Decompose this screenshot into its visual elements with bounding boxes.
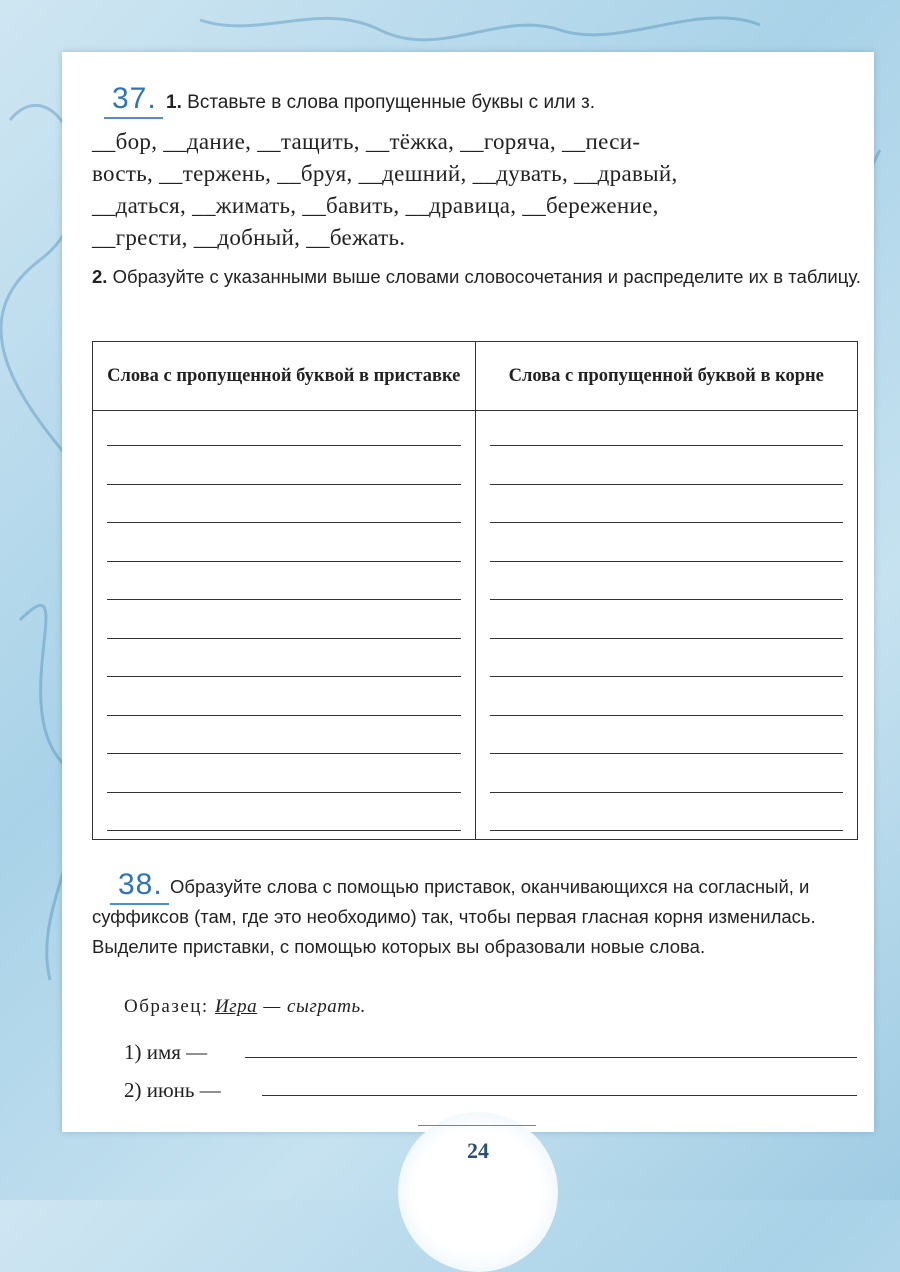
writing-line[interactable] (107, 484, 461, 485)
table-header-root: Слова с пропущенной буквой в корне (475, 342, 858, 411)
writing-line[interactable] (490, 676, 844, 677)
exercise-37-task2 (92, 262, 862, 292)
writing-line[interactable] (107, 561, 461, 562)
writing-line[interactable] (490, 599, 844, 600)
words-line: __грести, __добный, __бежать. (92, 225, 406, 250)
writing-line[interactable] (490, 715, 844, 716)
writing-line[interactable] (490, 830, 844, 831)
task2-label: 2. (92, 266, 108, 287)
words-line: __бор, __дание, __тащить, __тёжка, __горяча, __песи- (92, 129, 641, 154)
table-header-prefix: Слова с пропущенной буквой в приставке (93, 342, 476, 411)
sample-line (124, 996, 366, 1018)
writing-line[interactable] (490, 561, 844, 562)
writing-line[interactable] (107, 445, 461, 446)
page-number-rule (418, 1125, 536, 1126)
writing-line[interactable] (107, 715, 461, 716)
writing-line[interactable] (107, 522, 461, 523)
answer-line-1[interactable] (245, 1057, 857, 1058)
words-line: вость, __тержень, __бруя, __дешний, __дувать, __дравый, (92, 161, 678, 186)
words-with-gaps (92, 126, 860, 254)
writing-line[interactable] (107, 638, 461, 639)
page-number: 24 (467, 1138, 489, 1163)
answer-lines-right (476, 411, 858, 839)
exercise-38-number: 38. (118, 868, 163, 901)
answer-item-2: 2) июнь — (124, 1078, 221, 1102)
writing-line[interactable] (490, 792, 844, 793)
answer-table (92, 341, 858, 840)
writing-line[interactable] (107, 792, 461, 793)
answer-line-2[interactable] (262, 1095, 857, 1096)
writing-line[interactable] (107, 753, 461, 754)
writing-line[interactable] (107, 830, 461, 831)
prefix-column-answer-area[interactable] (93, 411, 476, 840)
page-number-badge (398, 1112, 558, 1272)
root-column-answer-area[interactable] (475, 411, 858, 840)
task2-text: Образуйте с указанными выше словами словосочетания и распределите их в таблицу. (112, 266, 861, 287)
sample-result: сыграть. (287, 996, 366, 1017)
writing-line[interactable] (490, 753, 844, 754)
exercise-37-task1 (166, 92, 595, 114)
writing-line[interactable] (107, 599, 461, 600)
exercise-37-number: 37. (112, 82, 157, 115)
exercise-38-text: Образуйте слова с помощью приставок, оканчивающихся на согласный, и суффиксов (там, где это необходимо) так, чтобы первая гласная корня изменилась. Выделите приставки, с помощью которых вы образовали новые слова. (92, 876, 816, 957)
sample-label: Образец: (124, 996, 209, 1017)
writing-line[interactable] (490, 522, 844, 523)
task1-text: Вставьте в слова пропущенные буквы с или з. (187, 92, 596, 113)
answer-lines-left (93, 411, 475, 839)
writing-line[interactable] (490, 445, 844, 446)
writing-line[interactable] (490, 484, 844, 485)
task1-label: 1. (166, 92, 182, 113)
words-line: __даться, __жимать, __бавить, __дравица, __бережение, (92, 193, 659, 218)
sample-dash: — (263, 996, 281, 1017)
writing-line[interactable] (490, 638, 844, 639)
sample-word: Игра (214, 996, 258, 1017)
answer-item-1: 1) имя — (124, 1040, 208, 1064)
writing-line[interactable] (107, 676, 461, 677)
